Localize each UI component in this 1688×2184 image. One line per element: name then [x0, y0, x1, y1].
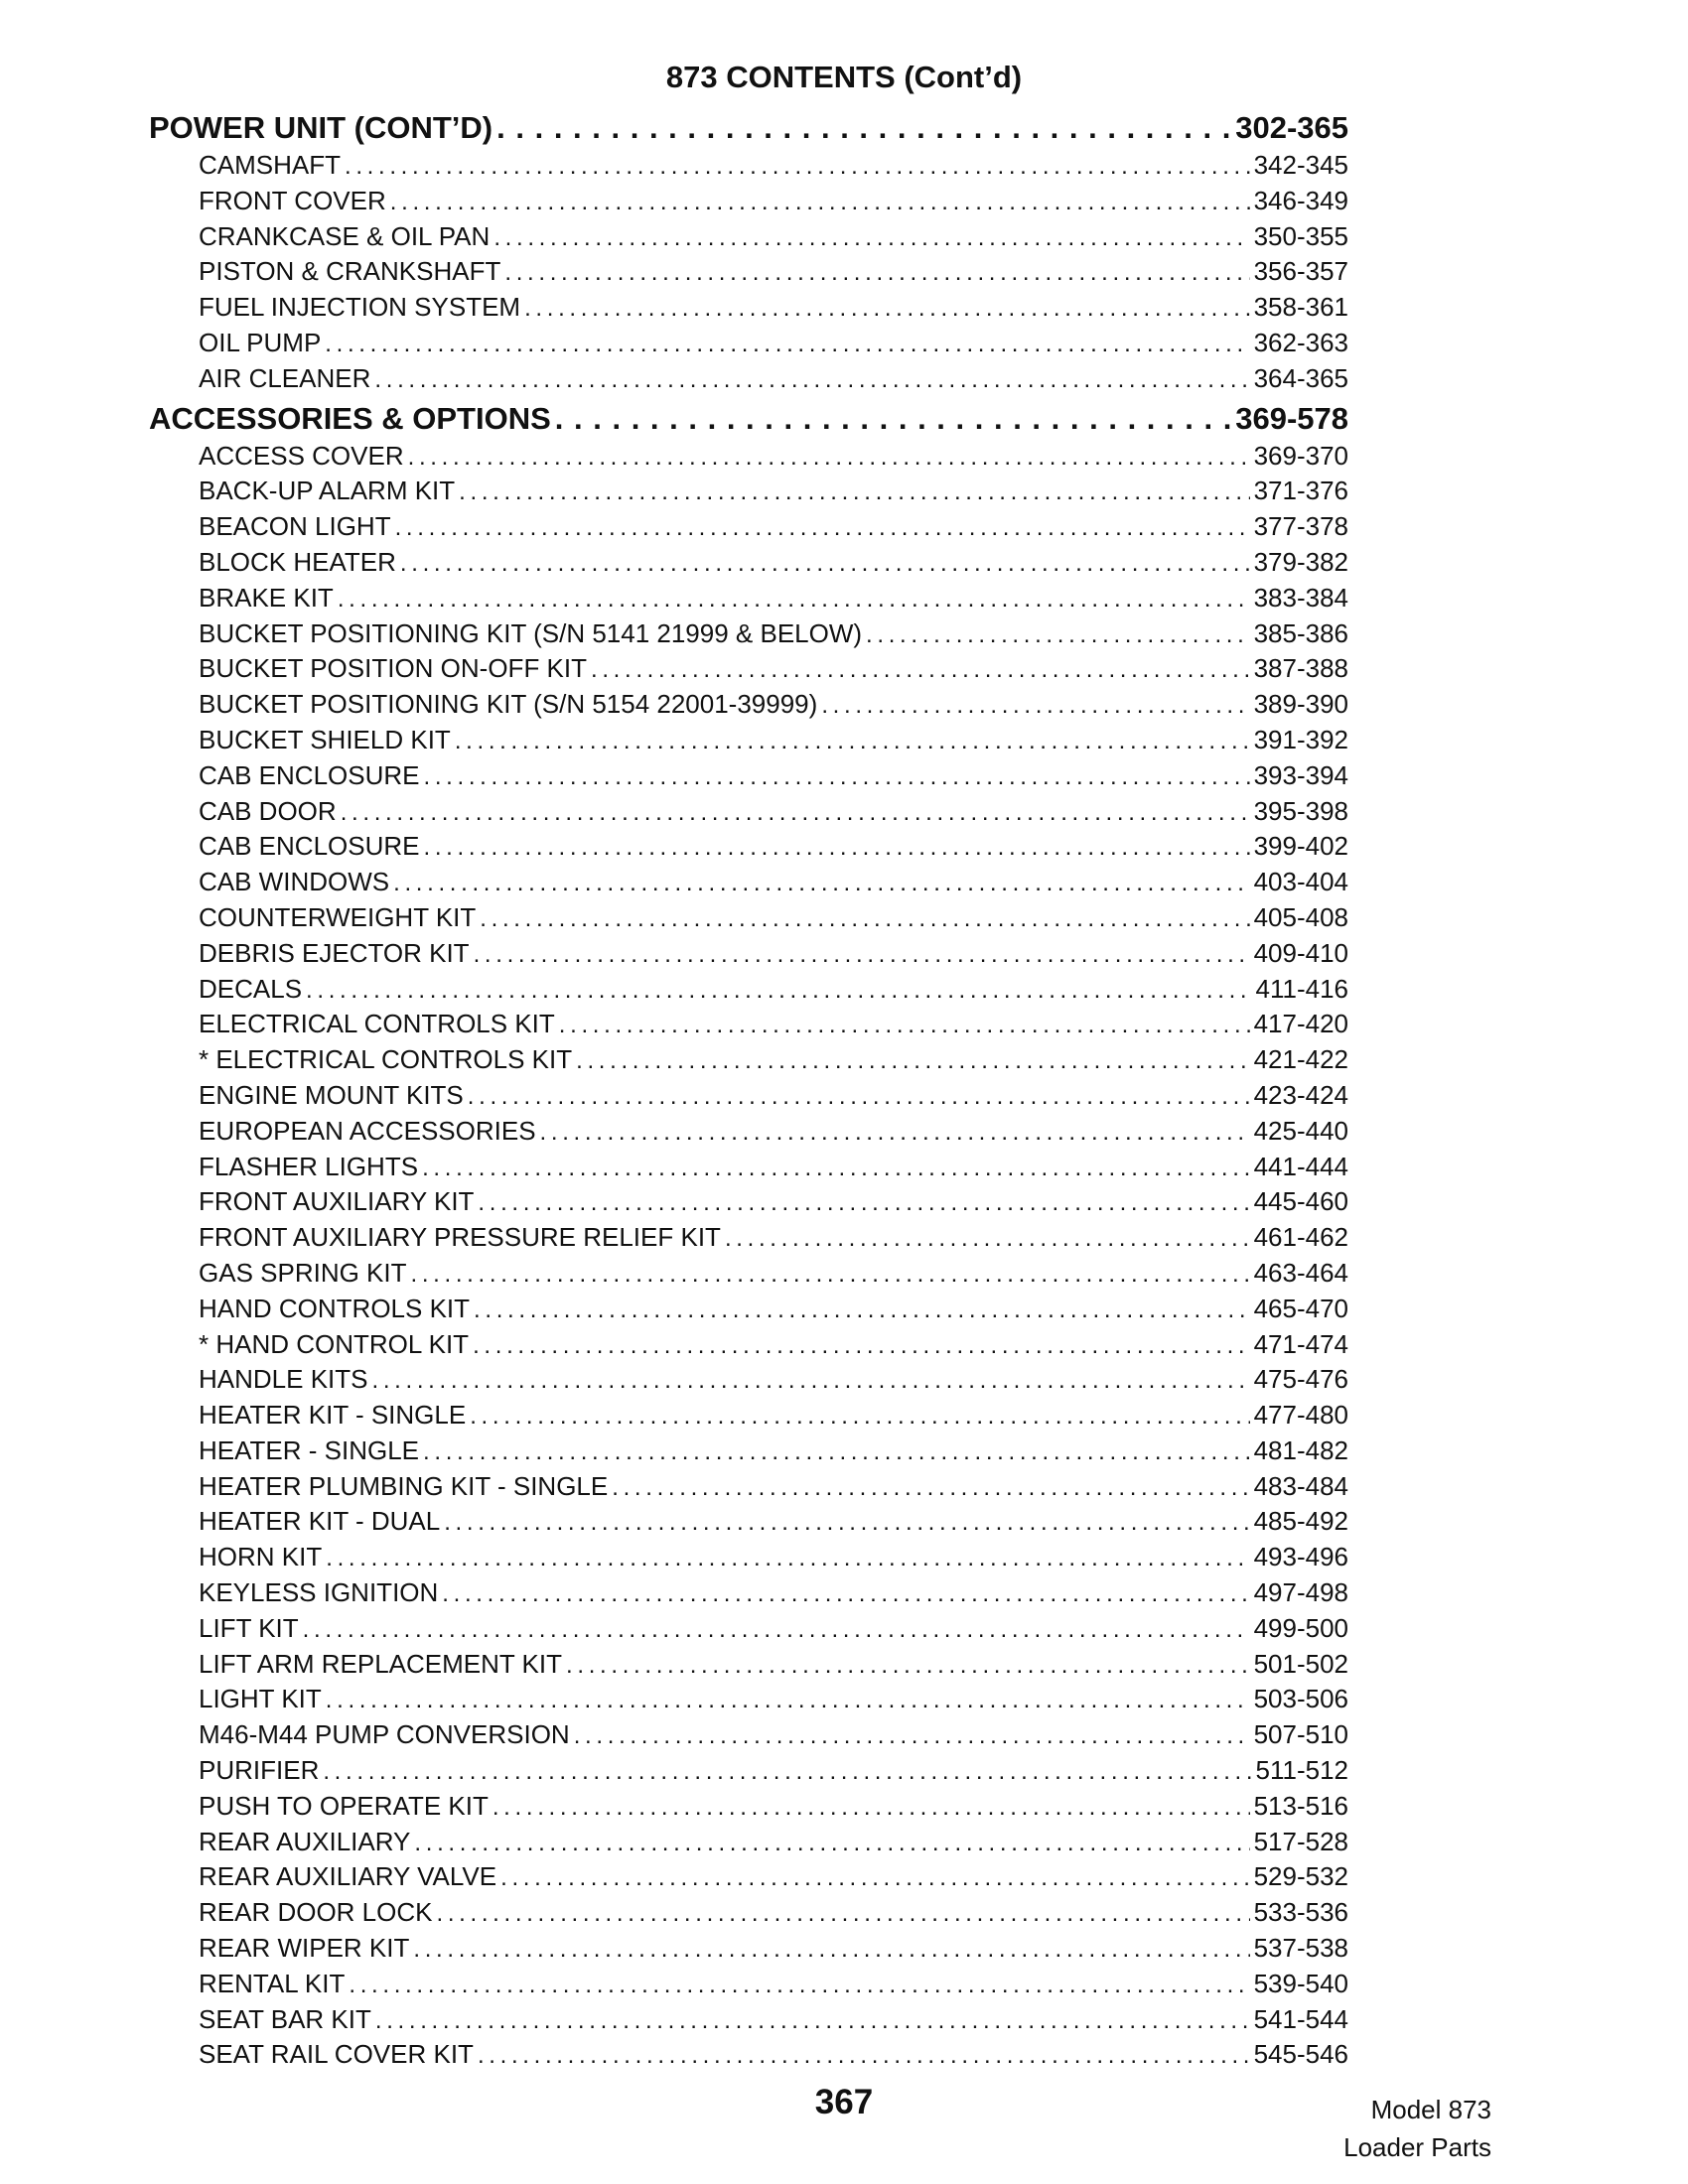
toc-entry-label: HEATER KIT - DUAL: [199, 1506, 441, 1537]
toc-entry: [149, 361, 1348, 397]
toc-entry-label: CAMSHAFT: [199, 150, 341, 180]
toc-entry: [149, 184, 1348, 219]
toc-entry-label: ENGINE MOUNT KITS: [199, 1079, 464, 1110]
toc-entry-label: DECALS: [199, 973, 303, 1004]
toc-entry-label: DEBRIS EJECTOR KIT: [199, 937, 470, 968]
toc-entry-pages: 503-506: [1253, 1684, 1348, 1714]
toc-entry-label: BUCKET POSITIONING KIT (S/N 5141 21999 & BELOW): [199, 617, 863, 648]
toc-entry-label: M46-M44 PUMP CONVERSION: [199, 1719, 570, 1750]
toc-entry-pages: 403-404: [1253, 867, 1348, 897]
dot-leader: [480, 901, 1249, 936]
toc-entry: [149, 1682, 1348, 1717]
toc-entry: [149, 1647, 1348, 1683]
dot-leader: [474, 1293, 1250, 1327]
toc-entry: [149, 1150, 1348, 1185]
toc-entry: [149, 723, 1348, 758]
dot-leader: [414, 1826, 1249, 1860]
toc-entry-pages: 385-386: [1253, 617, 1348, 648]
dot-leader: [566, 1648, 1250, 1683]
dot-leader: [504, 255, 1249, 290]
toc-entry-label: * HAND CONTROL KIT: [199, 1328, 470, 1359]
toc-entry-label: FRONT COVER: [199, 185, 386, 215]
toc-section-pages: 302-365: [1235, 110, 1348, 145]
toc-entry: [149, 1398, 1348, 1433]
toc-entry-label: OIL PUMP: [199, 327, 322, 357]
dot-leader: [303, 1612, 1250, 1647]
toc-entry-label: HEATER - SINGLE: [199, 1434, 420, 1465]
toc-entry: [149, 1611, 1348, 1647]
dot-leader: [474, 937, 1250, 972]
toc-entry: [149, 1114, 1348, 1150]
toc-entry-label: BACK-UP ALARM KIT: [199, 476, 456, 506]
toc-entry-label: EUROPEAN ACCESSORIES: [199, 1115, 536, 1146]
toc-entry: [149, 1717, 1348, 1753]
dot-leader: [591, 652, 1250, 687]
toc-entry-pages: 441-444: [1253, 1151, 1348, 1181]
toc-entry-pages: 539-540: [1253, 1968, 1348, 1998]
toc-entry: [149, 2002, 1348, 2038]
toc-entry-pages: 541-544: [1253, 2003, 1348, 2034]
toc-entry-pages: 485-492: [1253, 1506, 1348, 1537]
toc-entry-pages: 545-546: [1253, 2039, 1348, 2070]
toc-entry-pages: 395-398: [1253, 795, 1348, 826]
dot-leader: [395, 510, 1250, 545]
dot-leader: [540, 1115, 1250, 1150]
toc-entry-pages: 358-361: [1253, 292, 1348, 323]
toc-entry: [149, 1859, 1348, 1895]
toc-entry-pages: 501-502: [1253, 1648, 1348, 1679]
dot-leader: [576, 1043, 1249, 1078]
dot-leader: [372, 1363, 1250, 1398]
dot-leader: [559, 1008, 1250, 1042]
dot-leader: [345, 149, 1250, 184]
toc-entry: [149, 1007, 1348, 1042]
toc-entry-pages: 423-424: [1253, 1079, 1348, 1110]
toc-entry-label: REAR AUXILIARY VALVE: [199, 1861, 497, 1892]
toc-entry: [149, 509, 1348, 545]
toc-entry-label: BUCKET POSITIONING KIT (S/N 5154 22001-39999): [199, 689, 818, 720]
toc-entry-label: BEACON LIGHT: [199, 511, 391, 542]
dot-leader: [411, 1257, 1250, 1292]
toc-section: [149, 108, 1348, 148]
dot-leader: [393, 866, 1249, 900]
model-line: Model 873: [1370, 2095, 1491, 2124]
toc-entry: [149, 1931, 1348, 1967]
dot-leader: [555, 399, 1231, 439]
dot-leader: [470, 1399, 1249, 1433]
toc-entry-pages: 411-416: [1255, 973, 1348, 1004]
toc-entry-pages: 511-512: [1255, 1755, 1348, 1786]
dot-leader: [323, 1754, 1251, 1789]
dot-leader: [408, 440, 1250, 475]
toc-entry: [149, 2037, 1348, 2073]
toc-entry: [149, 1825, 1348, 1860]
toc-entry-pages: 383-384: [1253, 582, 1348, 613]
toc-entry-label: CAB WINDOWS: [199, 867, 390, 897]
toc-entry-pages: 391-392: [1253, 724, 1348, 754]
toc-entry: [149, 865, 1348, 900]
toc-entry-pages: 493-496: [1253, 1542, 1348, 1572]
toc-entry: [149, 1469, 1348, 1505]
toc-entry: [149, 1220, 1348, 1256]
toc-entry-pages: 369-370: [1253, 440, 1348, 471]
toc-entry: [149, 1327, 1348, 1363]
toc-entry-label: PUSH TO OPERATE KIT: [199, 1790, 489, 1821]
dot-leader: [424, 759, 1250, 794]
toc-entry-label: FRONT AUXILIARY PRESSURE RELIEF KIT: [199, 1222, 721, 1253]
toc-entry-label: HEATER PLUMBING KIT - SINGLE: [199, 1470, 609, 1501]
toc-entry-label: REAR DOOR LOCK: [199, 1897, 433, 1928]
toc-entry: [149, 545, 1348, 581]
toc-entry: [149, 290, 1348, 326]
toc-entry-label: SEAT BAR KIT: [199, 2003, 371, 2034]
toc-entry-pages: 362-363: [1253, 327, 1348, 357]
toc-entry-pages: 405-408: [1253, 901, 1348, 932]
toc-entry-label: CRANKCASE & OIL PAN: [199, 220, 491, 251]
dot-leader: [821, 688, 1249, 723]
dot-leader: [390, 185, 1250, 219]
table-of-contents: [149, 106, 1348, 2073]
toc-entry: [149, 829, 1348, 865]
toc-entry-pages: 507-510: [1253, 1719, 1348, 1750]
toc-entry-pages: 481-482: [1253, 1434, 1348, 1465]
page-number: 367: [814, 2083, 874, 2121]
dot-leader: [725, 1221, 1250, 1256]
toc-entry-pages: 350-355: [1253, 220, 1348, 251]
toc-entry: [149, 616, 1348, 652]
toc-entry: [149, 581, 1348, 616]
toc-entry-label: AIR CLEANER: [199, 362, 371, 393]
dot-leader: [574, 1718, 1250, 1753]
toc-entry: [149, 1256, 1348, 1292]
dot-leader: [326, 1541, 1249, 1575]
toc-entry-label: HAND CONTROLS KIT: [199, 1293, 471, 1323]
toc-entry-label: * ELECTRICAL CONTROLS KIT: [199, 1044, 573, 1075]
toc-section: [149, 399, 1348, 439]
toc-entry-pages: 483-484: [1253, 1470, 1348, 1501]
toc-entry-pages: 425-440: [1253, 1115, 1348, 1146]
toc-entry-label: KEYLESS IGNITION: [199, 1577, 439, 1608]
toc-entry: [149, 794, 1348, 830]
toc-entry-label: PURIFIER: [199, 1755, 320, 1786]
toc-entry-pages: 389-390: [1253, 689, 1348, 720]
toc-entry-label: HANDLE KITS: [199, 1364, 368, 1395]
dot-leader: [338, 582, 1250, 616]
dot-leader: [492, 1790, 1250, 1825]
dot-leader: [442, 1576, 1249, 1611]
toc-entry-label: CAB ENCLOSURE: [199, 831, 420, 862]
toc-entry-pages: 379-382: [1253, 546, 1348, 577]
dot-leader: [400, 546, 1250, 581]
toc-section-pages: 369-578: [1235, 400, 1348, 436]
toc-entry-label: HEATER KIT - SINGLE: [199, 1400, 467, 1431]
model-label: [1241, 2091, 1491, 2166]
toc-entry-label: BLOCK HEATER: [199, 546, 396, 577]
toc-entry: [149, 1753, 1348, 1789]
toc-entry-label: BUCKET POSITION ON-OFF KIT: [199, 653, 587, 684]
dot-leader: [424, 830, 1250, 865]
toc-entry: [149, 148, 1348, 184]
toc-entry-label: RENTAL KIT: [199, 1968, 346, 1998]
toc-entry-pages: 475-476: [1253, 1364, 1348, 1395]
dot-leader: [413, 1932, 1249, 1967]
loader-parts-line: Loader Parts: [1343, 2132, 1491, 2162]
toc-entry-label: LIFT KIT: [199, 1612, 299, 1643]
dot-leader: [866, 617, 1250, 652]
toc-entry: [149, 1540, 1348, 1575]
toc-entry: [149, 972, 1348, 1008]
toc-entry: [149, 1362, 1348, 1398]
toc-entry-label: FUEL INJECTION SYSTEM: [199, 292, 521, 323]
toc-entry: [149, 1504, 1348, 1540]
toc-entry-pages: 371-376: [1253, 476, 1348, 506]
dot-leader: [375, 2003, 1250, 2038]
toc-entry-pages: 463-464: [1253, 1257, 1348, 1288]
toc-entry-pages: 342-345: [1253, 150, 1348, 180]
toc-entry: [149, 439, 1348, 475]
toc-entry: [149, 1292, 1348, 1327]
dot-leader: [468, 1079, 1250, 1114]
dot-leader: [612, 1470, 1249, 1505]
toc-entry: [149, 326, 1348, 361]
dot-leader: [325, 327, 1249, 361]
toc-entry: [149, 219, 1348, 255]
toc-section-label: POWER UNIT (CONT’D): [149, 110, 493, 145]
toc-entry: [149, 651, 1348, 687]
dot-leader: [423, 1434, 1250, 1469]
toc-entry-label: ELECTRICAL CONTROLS KIT: [199, 1009, 555, 1039]
toc-entry-label: ACCESS COVER: [199, 440, 404, 471]
toc-entry-pages: 513-516: [1253, 1790, 1348, 1821]
toc-entry-label: REAR WIPER KIT: [199, 1933, 410, 1964]
toc-entry: [149, 758, 1348, 794]
toc-entry-pages: 497-498: [1253, 1577, 1348, 1608]
dot-leader: [444, 1505, 1249, 1540]
toc-entry-label: SEAT RAIL COVER KIT: [199, 2039, 474, 2070]
toc-entry: [149, 936, 1348, 972]
dot-leader: [349, 1968, 1249, 2002]
dot-leader: [306, 973, 1251, 1008]
toc-entry-label: PISTON & CRANKSHAFT: [199, 256, 501, 287]
toc-entry-pages: 465-470: [1253, 1293, 1348, 1323]
toc-entry-pages: 533-536: [1253, 1897, 1348, 1928]
toc-entry-label: GAS SPRING KIT: [199, 1257, 407, 1288]
toc-entry-pages: 499-500: [1253, 1612, 1348, 1643]
toc-section-label: ACCESSORIES & OPTIONS: [149, 400, 551, 436]
toc-entry-pages: 529-532: [1253, 1861, 1348, 1892]
toc-entry-label: HORN KIT: [199, 1542, 323, 1572]
toc-entry-pages: 399-402: [1253, 831, 1348, 862]
toc-entry-label: LIGHT KIT: [199, 1684, 322, 1714]
toc-entry-pages: 409-410: [1253, 937, 1348, 968]
toc-entry-pages: 417-420: [1253, 1009, 1348, 1039]
toc-entry-label: REAR AUXILIARY: [199, 1826, 411, 1856]
toc-entry-pages: 346-349: [1253, 185, 1348, 215]
toc-entry-pages: 517-528: [1253, 1826, 1348, 1856]
toc-entry-label: CAB ENCLOSURE: [199, 759, 420, 790]
toc-entry: [149, 1042, 1348, 1078]
toc-entry-label: CAB DOOR: [199, 795, 337, 826]
dot-leader: [374, 362, 1249, 397]
toc-entry: [149, 687, 1348, 723]
dot-leader: [459, 475, 1249, 509]
toc-entry-pages: 393-394: [1253, 759, 1348, 790]
toc-entry: [149, 1789, 1348, 1825]
dot-leader: [500, 1860, 1249, 1895]
toc-entry-pages: 471-474: [1253, 1328, 1348, 1359]
toc-entry: [149, 1078, 1348, 1114]
toc-entry: [149, 1184, 1348, 1220]
toc-entry-pages: 421-422: [1253, 1044, 1348, 1075]
dot-leader: [478, 1185, 1249, 1220]
toc-entry-label: BUCKET SHIELD KIT: [199, 724, 451, 754]
toc-entry-pages: 377-378: [1253, 511, 1348, 542]
toc-entry-label: BRAKE KIT: [199, 582, 334, 613]
toc-entry-pages: 356-357: [1253, 256, 1348, 287]
dot-leader: [326, 1683, 1250, 1717]
dot-leader: [478, 2038, 1250, 2073]
dot-leader: [473, 1328, 1250, 1363]
toc-entry: [149, 1895, 1348, 1931]
toc-entry-pages: 387-388: [1253, 653, 1348, 684]
toc-entry: [149, 1433, 1348, 1469]
dot-leader: [341, 795, 1250, 830]
toc-entry-pages: 461-462: [1253, 1222, 1348, 1253]
dot-leader: [493, 220, 1249, 255]
dot-leader: [422, 1151, 1250, 1185]
toc-entry-pages: 477-480: [1253, 1400, 1348, 1431]
toc-entry-label: FLASHER LIGHTS: [199, 1151, 419, 1181]
dot-leader: [524, 291, 1250, 326]
dot-leader: [455, 724, 1250, 758]
dot-leader: [437, 1896, 1250, 1931]
page-title: 873 CONTENTS (Cont’d): [665, 60, 1023, 94]
toc-entry: [149, 900, 1348, 936]
toc-entry-pages: 537-538: [1253, 1933, 1348, 1964]
toc-entry-pages: 364-365: [1253, 362, 1348, 393]
toc-entry: [149, 1575, 1348, 1611]
dot-leader: [496, 108, 1231, 148]
toc-entry-label: FRONT AUXILIARY KIT: [199, 1186, 475, 1217]
toc-entry-label: LIFT ARM REPLACEMENT KIT: [199, 1648, 563, 1679]
toc-entry-label: COUNTERWEIGHT KIT: [199, 901, 477, 932]
toc-entry: [149, 474, 1348, 509]
toc-entry: [149, 1967, 1348, 2002]
toc-entry: [149, 254, 1348, 290]
toc-entry-pages: 445-460: [1253, 1186, 1348, 1217]
